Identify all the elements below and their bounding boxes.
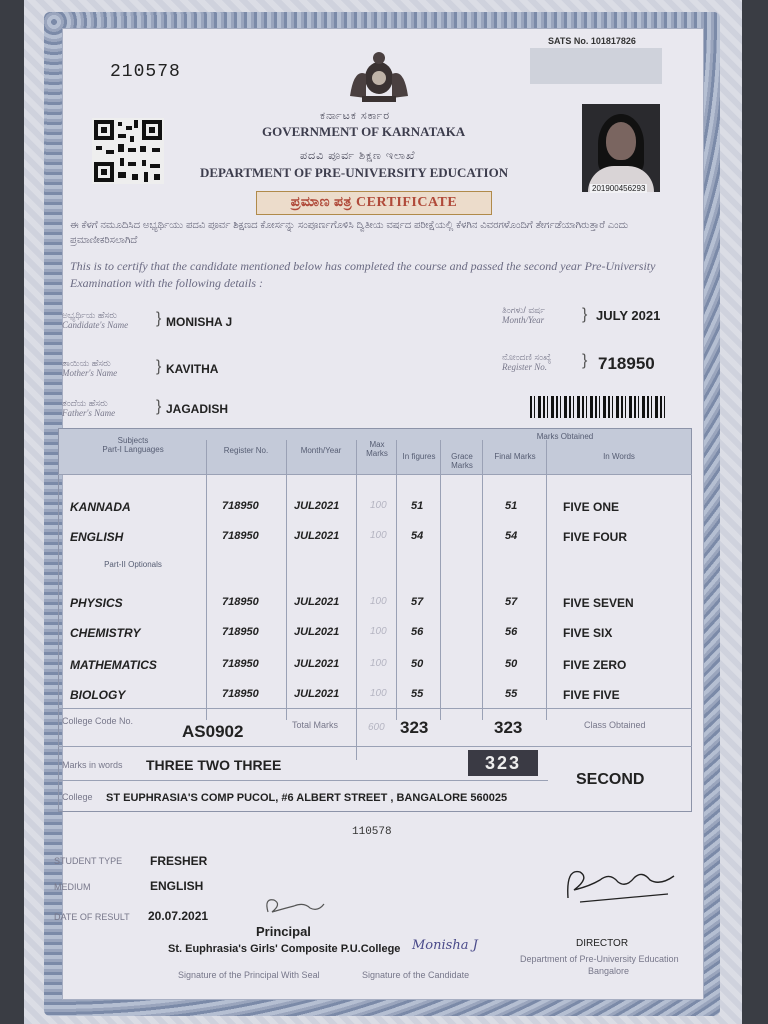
brace: } [582, 306, 588, 323]
subject-final: 57 [505, 596, 518, 608]
father-name: JAGADISH [166, 402, 229, 416]
subject-words: FIVE FOUR [563, 530, 628, 544]
subject-final: 56 [505, 626, 518, 638]
student-type: FRESHER [150, 854, 208, 868]
subject-name: BIOLOGY [70, 688, 126, 702]
th-words: In Words [603, 452, 635, 461]
register-label: ನೋಂದಣಿ ಸಂಖ್ಯೆ Register No. [502, 352, 552, 372]
subject-words: FIVE SIX [563, 626, 613, 640]
subject-max: 100 [370, 530, 387, 541]
marks-table [58, 428, 692, 812]
bottom-serial: 110578 [352, 826, 392, 838]
subject-marks: 56 [411, 626, 424, 638]
subject-max: 100 [370, 658, 387, 669]
medium: ENGLISH [150, 879, 204, 893]
subject-month: JUL2021 [294, 658, 340, 670]
subject-register: 718950 [222, 688, 259, 700]
candidate-signature: Monisha J [412, 938, 478, 953]
marks-words-label: Marks in words [62, 760, 123, 770]
college-code: AS0902 [182, 722, 244, 741]
subject-words: FIVE ONE [563, 500, 620, 514]
subject-name: CHEMISTRY [70, 626, 141, 640]
dept-title: DEPARTMENT OF PRE-UNIVERSITY EDUCATION [200, 165, 509, 180]
principal-title: Principal [256, 924, 311, 939]
final-total: 323 [494, 718, 523, 737]
th-figures: In figures [402, 452, 436, 461]
subject-month: JUL2021 [294, 596, 340, 608]
th-part2: Part-II Optionals [104, 560, 162, 569]
mother-label: ತಾಯಿಯ ಹೆಸರು Mother's Name [62, 358, 118, 378]
subject-month: JUL2021 [294, 500, 340, 512]
th-marks-obtained: Marks Obtained [536, 432, 594, 441]
th-final: Final Marks [494, 452, 536, 461]
brace: } [156, 358, 162, 375]
subject-name: ENGLISH [70, 530, 124, 544]
subject-name: MATHEMATICS [70, 658, 157, 672]
total-stamp: 323 [468, 750, 538, 776]
director-signature [560, 858, 680, 908]
subject-month: JUL2021 [294, 530, 340, 542]
marks-in-words: THREE TWO THREE [146, 757, 282, 773]
candidate-name: MONISHA J [166, 315, 233, 329]
director-title: DIRECTOR [576, 938, 629, 949]
date-label: DATE OF RESULT [54, 912, 130, 922]
th-grace: Grace Marks [451, 452, 473, 470]
month-year-label: ತಿಂಗಳು/ ವರ್ಷ Month/Year [502, 305, 545, 325]
th-register: Register No. [223, 446, 269, 455]
date-of-result: 20.07.2021 [148, 909, 209, 923]
class-label: Class Obtained [584, 720, 646, 730]
principal-signature [260, 892, 330, 920]
total-marks: 323 [400, 718, 429, 737]
subject-name: PHYSICS [70, 596, 123, 610]
candidate-photo [582, 104, 660, 192]
subject-final: 54 [505, 530, 518, 542]
principal-college: St. Euphrasia's Girls' Composite P.U.College [168, 943, 401, 955]
brace: } [156, 310, 162, 327]
subject-month: JUL2021 [294, 688, 340, 700]
subject-register: 718950 [222, 596, 259, 608]
subject-final: 51 [505, 500, 518, 512]
qr-code-icon [92, 118, 164, 184]
subject-final: 50 [505, 658, 518, 670]
sats-box [530, 48, 662, 84]
college-name: ST EUPHRASIA'S COMP PUCOL, #6 ALBERT STREET , BANGALORE 560025 [106, 792, 508, 804]
subject-marks: 55 [411, 688, 424, 700]
subject-max: 100 [370, 688, 387, 699]
name-label: ಅಭ್ಯರ್ಥಿಯ ಹೆಸರು Candidate's Name [62, 310, 129, 330]
father-label: ತಂದೆಯ ಹೆಸರು Father's Name [62, 398, 116, 418]
statement-english: This is to certify that the candidate mentioned below has completed the course and passed the second year Pre-University Examination with the following details : [70, 259, 656, 290]
college-code-label: College Code No. [62, 716, 134, 726]
statement-kannada: ಈ ಕೆಳಗೆ ನಮೂದಿಸಿದ ಅಭ್ಯರ್ಥಿಯು ಪದವಿ ಪೂರ್ವ ಶಿಕ್ಷಣದ ಕೋರ್ಸನ್ನು ಸಂಪೂರ್ಣಗೊಳಿಸಿ ದ್ವಿತೀಯ ವರ್ಷದ ಪರೀಕ್ಷೆಯಲ್ಲಿ ಕೆಳಗಿನ ವಿವರಗಳೊಂದಿಗೆ ತೇರ್ಗಡೆಯಾಗಿರುತ್ತಾರೆ ಎಂದು ಪ್ರಮಾಣೀಕರಿಸಲಾಗಿದೆ [70, 220, 629, 246]
max-total: 600 [368, 722, 385, 733]
th-subjects: Subjects Part-I Languages [102, 436, 164, 454]
photo-id: 201900456293 [592, 184, 646, 193]
medium-label: MEDIUM [54, 882, 91, 892]
serial-number: 210578 [110, 62, 181, 82]
principal-sig-label: Signature of the Principal With Seal [178, 970, 320, 980]
subject-marks: 54 [411, 530, 424, 542]
month-year: JULY 2021 [596, 308, 661, 323]
brace: } [156, 398, 162, 415]
brace: } [582, 352, 588, 369]
subject-register: 718950 [222, 626, 259, 638]
candidate-sig-label: Signature of the Candidate [362, 970, 470, 980]
mother-name: KAVITHA [166, 362, 219, 376]
subject-words: FIVE SEVEN [563, 596, 634, 610]
subject-marks: 51 [411, 500, 424, 512]
subject-words: FIVE FIVE [563, 688, 620, 702]
subject-register: 718950 [222, 500, 259, 512]
subject-month: JUL2021 [294, 626, 340, 638]
certificate-badge [256, 191, 492, 215]
subject-marks: 50 [411, 658, 424, 670]
director-dept: Department of Pre-University Education [520, 954, 679, 964]
subject-max: 100 [370, 596, 387, 607]
gov-title: GOVERNMENT OF KARNATAKA [262, 124, 466, 139]
register-number: 718950 [598, 354, 655, 373]
barcode-icon [530, 396, 666, 418]
certificate-title: ಪ್ರಮಾಣ ಪತ್ರ CERTIFICATE [290, 195, 458, 210]
total-label: Total Marks [292, 720, 339, 730]
subject-register: 718950 [222, 530, 259, 542]
class-obtained: SECOND [576, 771, 645, 788]
dept-kannada: ಪದವಿ ಪೂರ್ವ ಶಿಕ್ಷಣ ಇಲಾಖೆ [300, 150, 416, 162]
karnataka-emblem-icon [344, 48, 414, 104]
gov-kannada: ಕರ್ನಾಟಕ ಸರ್ಕಾರ [320, 110, 391, 122]
th-month: Month/Year [300, 446, 342, 455]
subject-max: 100 [370, 500, 387, 511]
subject-words: FIVE ZERO [563, 658, 627, 672]
subject-name: KANNADA [70, 500, 131, 514]
subject-final: 55 [505, 688, 518, 700]
th-max: Max Marks [366, 440, 388, 458]
director-city: Bangalore [588, 966, 630, 976]
subject-marks: 57 [411, 596, 424, 608]
sats-number: SATS No. 101817826 [548, 36, 636, 46]
student-type-label: STUDENT TYPE [54, 856, 123, 866]
subject-max: 100 [370, 626, 387, 637]
college-label: College [62, 792, 93, 802]
subject-register: 718950 [222, 658, 259, 670]
